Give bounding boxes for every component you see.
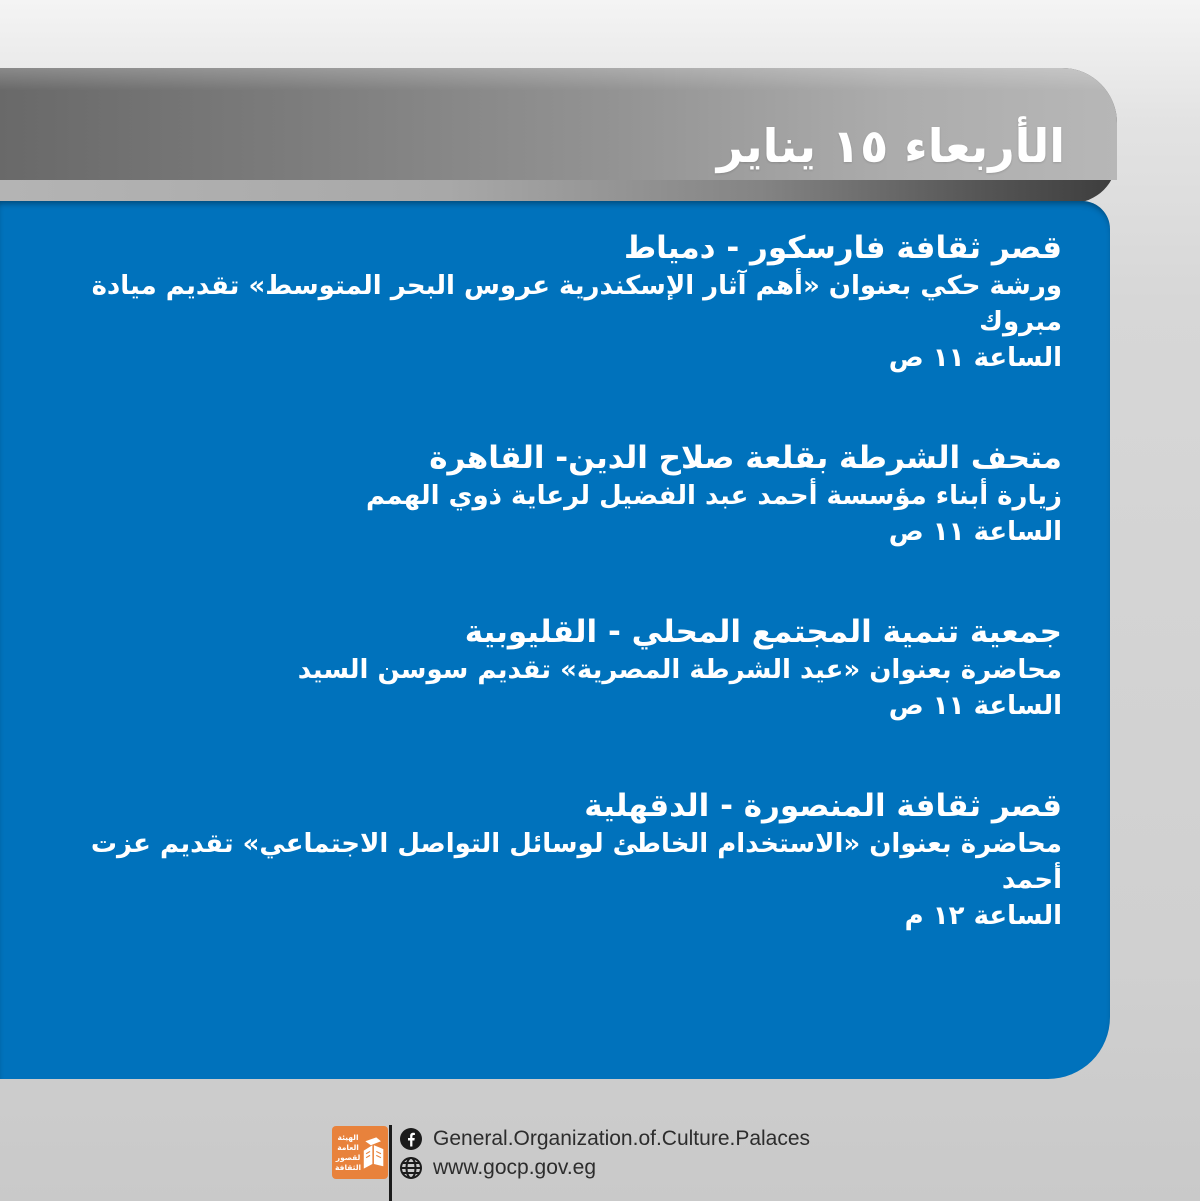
logo-line: الثقافة bbox=[335, 1162, 362, 1172]
event-time: الساعة ١٢ م bbox=[904, 901, 1062, 931]
date-title: الأربعاء ١٥ يناير bbox=[716, 119, 1065, 174]
event-time: الساعة ١١ ص bbox=[888, 343, 1062, 373]
event-block-2 bbox=[40, 438, 1062, 550]
events-panel bbox=[0, 201, 1110, 1079]
event-time: الساعة ١١ ص bbox=[888, 517, 1062, 547]
facebook-label: General.Organization.of.Culture.Palaces bbox=[433, 1127, 811, 1150]
website-label: www.gocp.gov.eg bbox=[433, 1156, 597, 1179]
facebook-icon bbox=[399, 1127, 423, 1151]
logo-line: العامة bbox=[337, 1142, 359, 1152]
event-description: ورشة حكي بعنوان «أهم آثار الإسكندرية عروس البحر المتوسط» تقديم ميادة مبروك bbox=[91, 271, 1062, 337]
event-venue: قصر ثقافة المنصورة - الدقهلية bbox=[584, 788, 1062, 824]
logo-line: الهيئة bbox=[337, 1132, 359, 1142]
gocp-logo-text bbox=[335, 1133, 361, 1173]
palace-book-icon bbox=[363, 1132, 385, 1174]
event-block-3 bbox=[40, 612, 1062, 724]
event-venue: جمعية تنمية المجتمع المحلي - القليوبية bbox=[464, 614, 1062, 650]
footer-divider bbox=[389, 1125, 392, 1201]
event-description: محاضرة بعنوان «الاستخدام الخاطئ لوسائل التواصل الاجتماعي» تقديم عزت أحمد bbox=[90, 829, 1062, 895]
event-block-4 bbox=[40, 786, 1062, 934]
event-block-1 bbox=[40, 228, 1062, 376]
event-time: الساعة ١١ ص bbox=[888, 691, 1062, 721]
event-description: زيارة أبناء مؤسسة أحمد عبد الفضيل لرعاية ذوي الهمم bbox=[365, 481, 1062, 511]
logo-line: لقصور bbox=[335, 1152, 361, 1162]
website-link[interactable] bbox=[399, 1156, 596, 1180]
event-description: محاضرة بعنوان «عيد الشرطة المصرية» تقديم سوسن السيد bbox=[297, 655, 1062, 685]
gocp-logo bbox=[332, 1126, 388, 1179]
facebook-link[interactable] bbox=[399, 1127, 810, 1151]
event-venue: متحف الشرطة بقلعة صلاح الدين- القاهرة bbox=[429, 440, 1062, 476]
date-banner bbox=[0, 68, 1117, 180]
event-venue: قصر ثقافة فارسكور - دمياط bbox=[623, 230, 1062, 266]
globe-icon bbox=[399, 1156, 423, 1180]
